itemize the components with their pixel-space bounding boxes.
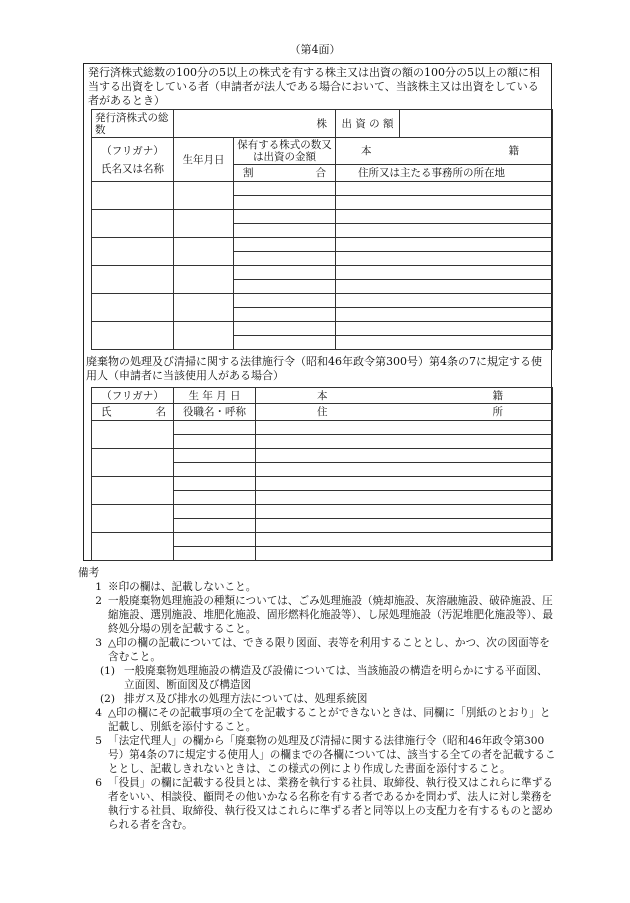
shareholder-birthdate-cell[interactable] [174, 182, 234, 210]
shareholder-name-cell[interactable] [92, 238, 174, 266]
emp-furigana-label: （フリガナ） [92, 388, 174, 404]
name-label: 氏名又は名称 [101, 162, 164, 175]
holding-label: 保有する株式の数又は出資の金額 [234, 138, 336, 165]
employee-position-cell[interactable] [174, 435, 256, 449]
employee-birthdate-cell[interactable] [174, 421, 256, 435]
note-item: 6 「役員」の欄に記載する役員とは、業務を執行する社員、取締役、執行役又はこれらに準ずる者をいい、相談役、顧問その他いかなる名称を有する者であるかを問わず、法人に対し業務を執行する社員、取締役、執行役又はこれらに準ずる者と同等以上の支配力を有するものと認められる者を含む。 [95, 777, 553, 831]
note-sub-item: (2) 排ガス及び排水の処理方法については、処理系統図 [100, 693, 368, 705]
shareholder-entry-row [92, 182, 553, 196]
ratio-label-1: 割 [243, 167, 254, 179]
shareholder-name-cell[interactable] [92, 266, 174, 294]
note-item: 2 一般廃棄物処理施設の種類については、ごみ処理施設（焼却施設、灰溶融施設、破砕施設、圧縮施設、選別施設、堆肥化施設、固形燃料化施設等）、し尿処理施設（汚泥堆肥化施設等）、最終処分場の別を記載すること。 [95, 595, 553, 635]
employee-entry-row [92, 449, 553, 463]
shareholder-domicile-cell[interactable] [336, 182, 553, 196]
emp-address-label-2: 所 [492, 406, 503, 418]
capital-field[interactable] [400, 110, 553, 138]
ratio-header [234, 165, 336, 182]
emp-domicile-label-2: 籍 [492, 389, 503, 402]
shareholder-domicile-cell[interactable] [336, 210, 553, 224]
shares-field[interactable] [174, 110, 336, 138]
employee-birthdate-cell[interactable] [174, 449, 256, 463]
shareholder-domicile-cell[interactable] [336, 322, 553, 336]
furigana-label: （フリガナ） [101, 144, 164, 157]
emp-address-label-1: 住 [317, 406, 328, 418]
employee-entry-row [92, 421, 553, 435]
employee-domicile-cell[interactable] [256, 505, 553, 519]
employee-position-cell[interactable] [174, 491, 256, 505]
employee-name-cell[interactable] [92, 533, 174, 561]
shareholder-ratio-cell[interactable] [234, 336, 336, 350]
emp-name-label-2: 名 [155, 406, 166, 418]
employee-birthdate-cell[interactable] [174, 505, 256, 519]
shareholder-ratio-cell[interactable] [234, 196, 336, 210]
employee-domicile-cell[interactable] [256, 477, 553, 491]
shareholder-holding-cell[interactable] [234, 294, 336, 308]
shareholder-name-cell[interactable] [92, 182, 174, 210]
employee-domicile-cell[interactable] [256, 421, 553, 435]
note-sub-item: (1) 一般廃棄物処理施設の構造及び設備については、当該施設の構造を明らかにする平面図、立面図、断面図及び構造図 [100, 665, 548, 691]
employee-name-cell[interactable] [92, 505, 174, 533]
domicile-label-2: 籍 [508, 145, 519, 157]
employees-header-row-1 [92, 388, 553, 404]
shareholder-address-cell[interactable] [336, 252, 553, 266]
employee-entry-row [92, 477, 553, 491]
note-item: 5 「法定代理人」の欄から「廃棄物の処理及び清掃に関する法律施行令（昭和46年政令第300号）第4条の7に規定する使用人」の欄までの各欄については、該当する全ての者を記載することとし、記載しきれないときは、この様式の例により作成した書面を添付すること。 [95, 735, 556, 775]
shareholder-ratio-cell[interactable] [234, 308, 336, 322]
employee-address-cell[interactable] [256, 463, 553, 477]
shareholders-heading: 発行済株式総数の100分の5以上の株式を有する株主又は出資の額の100分の5以上の額に相当する出資をしている者（申請者が法人である場合において、当該株主又は出資をしている者があるとき） [88, 66, 540, 107]
employee-name-cell[interactable] [92, 421, 174, 449]
employee-position-cell[interactable] [174, 547, 256, 561]
employee-domicile-cell[interactable] [256, 533, 553, 547]
address-label: 住所又は主たる事務所の所在地 [336, 165, 553, 182]
employee-name-cell[interactable] [92, 449, 174, 477]
notes-title: 備考 [78, 567, 100, 579]
shareholder-domicile-cell[interactable] [336, 266, 553, 280]
employees-table [91, 387, 553, 561]
emp-birthdate-label: 生 年 月 日 [174, 388, 256, 404]
employee-position-cell[interactable] [174, 519, 256, 533]
employee-entry-row [92, 505, 553, 519]
shareholder-entry-row [92, 294, 553, 308]
emp-domicile-header [256, 388, 553, 404]
employee-address-cell[interactable] [256, 491, 553, 505]
shareholder-entry-row [92, 322, 553, 336]
employee-domicile-cell[interactable] [256, 449, 553, 463]
shareholder-name-cell[interactable] [92, 322, 174, 350]
note-item: 1 ※印の欄は、記載しないこと。 [95, 581, 257, 593]
shareholder-address-cell[interactable] [336, 336, 553, 350]
shares-unit: 株 [316, 117, 327, 130]
shareholder-address-cell[interactable] [336, 224, 553, 238]
emp-address-header [256, 404, 553, 421]
shareholders-table [91, 109, 553, 350]
shareholder-domicile-cell[interactable] [336, 238, 553, 252]
emp-domicile-label-1: 本 [317, 389, 328, 402]
employee-address-cell[interactable] [256, 435, 553, 449]
ratio-label-2: 合 [315, 167, 326, 179]
employees-heading: 廃棄物の処理及び清掃に関する法律施行令（昭和46年政令第300号）第4条の7に規定する使用人（申請者に当該使用人がある場合） [86, 355, 542, 382]
shareholder-birthdate-cell[interactable] [174, 238, 234, 266]
shareholders-total-row [92, 110, 553, 138]
page-label: （第4面） [289, 43, 341, 56]
shareholder-entry-row [92, 266, 553, 280]
employee-name-cell[interactable] [92, 477, 174, 505]
shareholder-address-cell[interactable] [336, 280, 553, 294]
domicile-label-1: 本 [361, 145, 372, 157]
shareholder-holding-cell[interactable] [234, 266, 336, 280]
shareholder-birthdate-cell[interactable] [174, 266, 234, 294]
emp-position-label: 役職名・呼称 [174, 404, 256, 421]
employee-birthdate-cell[interactable] [174, 477, 256, 491]
employee-address-cell[interactable] [256, 547, 553, 561]
note-item: 3 △印の欄の記載については、できる限り図面、表等を利用することとし、かつ、次の図面等を含むこと。 [95, 637, 550, 663]
employee-position-cell[interactable] [174, 463, 256, 477]
shareholder-ratio-cell[interactable] [234, 224, 336, 238]
shareholders-entry-body [92, 182, 553, 350]
employee-address-cell[interactable] [256, 519, 553, 533]
birthdate-label: 生年月日 [174, 138, 234, 182]
shareholder-birthdate-cell[interactable] [174, 322, 234, 350]
total-shares-label: 発行済株式の総数 [92, 110, 174, 138]
shareholders-header-row-1 [92, 138, 553, 165]
employee-entry-row [92, 533, 553, 547]
shareholder-address-cell[interactable] [336, 308, 553, 322]
shareholder-holding-cell[interactable] [234, 182, 336, 196]
shareholder-ratio-cell[interactable] [234, 252, 336, 266]
shareholder-name-cell[interactable] [92, 294, 174, 322]
capital-label: 出 資 の 額 [336, 110, 400, 138]
shareholder-domicile-cell[interactable] [336, 294, 553, 308]
shareholder-birthdate-cell[interactable] [174, 294, 234, 322]
note-item: 4 △印の欄にその記載事項の全てを記載することができないときは、同欄に「別紙のとおり」と記載し、別紙を添付すること。 [95, 707, 551, 733]
notes-section [78, 566, 558, 832]
shareholder-name-cell[interactable] [92, 210, 174, 238]
shareholder-entry-row [92, 210, 553, 224]
shareholder-holding-cell[interactable] [234, 238, 336, 252]
emp-name-label-1: 氏 [101, 406, 112, 418]
shareholder-birthdate-cell[interactable] [174, 210, 234, 238]
employees-entry-body [92, 421, 553, 561]
furigana-name-header [92, 138, 174, 182]
shareholder-holding-cell[interactable] [234, 322, 336, 336]
shareholder-entry-row [92, 238, 553, 252]
emp-name-header [92, 404, 174, 421]
domicile-header [336, 138, 553, 165]
shareholder-ratio-cell[interactable] [234, 280, 336, 294]
employees-header-row-2 [92, 404, 553, 421]
employee-birthdate-cell[interactable] [174, 533, 256, 547]
shareholder-holding-cell[interactable] [234, 210, 336, 224]
shareholder-address-cell[interactable] [336, 196, 553, 210]
